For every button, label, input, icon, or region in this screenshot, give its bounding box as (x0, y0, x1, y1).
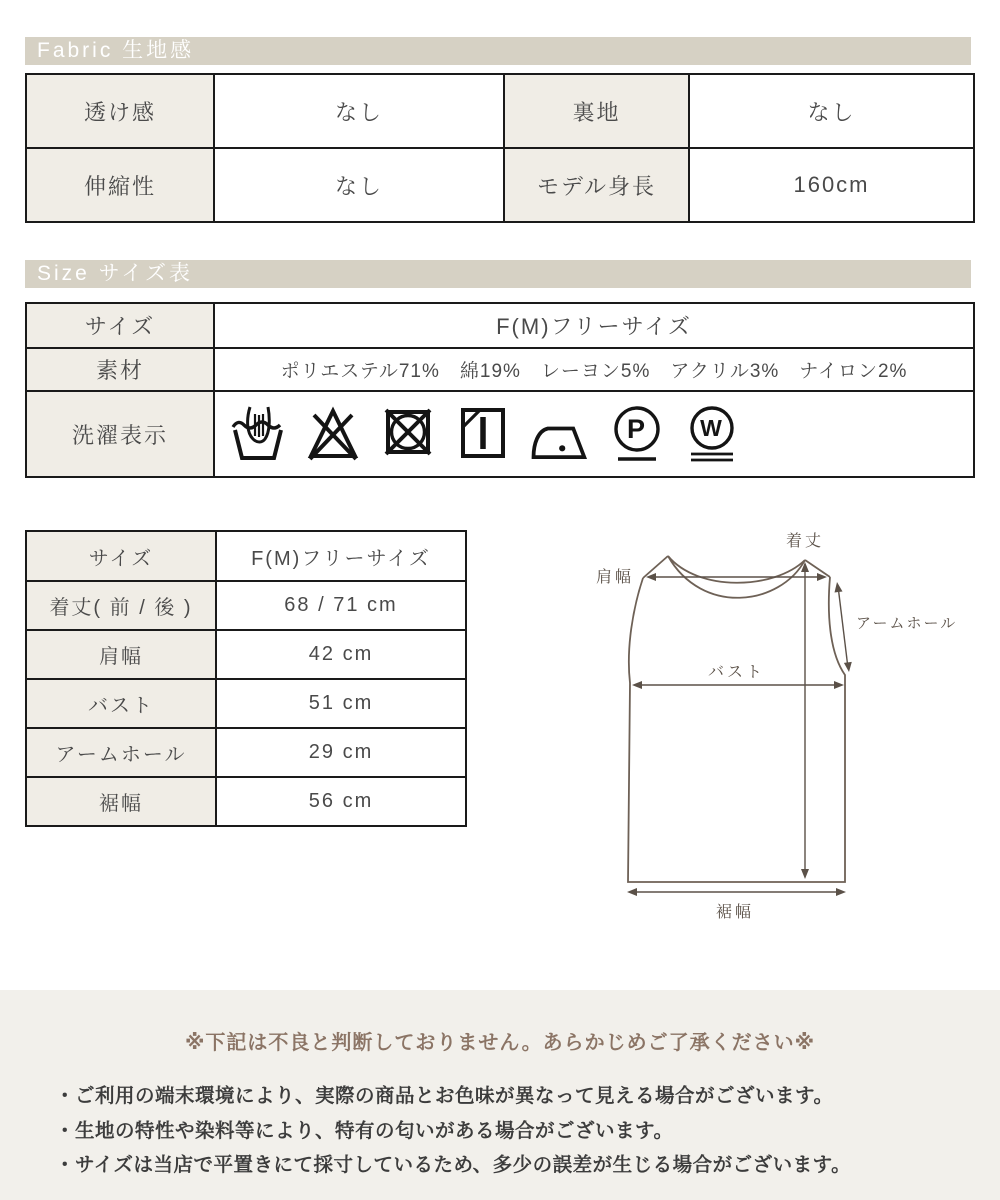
diagram-bust-label: バスト (708, 664, 766, 681)
care-label: 洗濯表示 (26, 391, 214, 477)
diagram-shoulder-width-label: 肩幅 (596, 569, 635, 586)
stretch-value: なし (214, 148, 504, 222)
sheerness-value: なし (214, 74, 504, 148)
length-label: 着丈( 前 / 後 ) (26, 581, 216, 630)
diagram-armhole-label: アームホール (856, 615, 958, 632)
table-row (26, 391, 974, 477)
measure-size-label: サイズ (26, 531, 216, 581)
iron-low-heat-icon (529, 402, 591, 466)
size-label: サイズ (26, 303, 214, 348)
size-info-table (25, 302, 975, 478)
table-row (26, 531, 466, 581)
table-row (26, 679, 466, 728)
armhole-label: アームホール (26, 728, 216, 777)
length-value: 68 / 71 cm (216, 581, 466, 630)
bust-value: 51 cm (216, 679, 466, 728)
stretch-label: 伸縮性 (26, 148, 214, 222)
dry-clean-P-icon (608, 402, 666, 466)
table-row (26, 74, 974, 148)
size-section-header: Size サイズ表 (25, 260, 971, 288)
disclaimer-item: ・サイズは当店で平置きにて採寸しているため、多少の誤差が生じる場合がございます。 (55, 1154, 852, 1176)
fabric-table (25, 73, 975, 223)
dry-clean-letter: P (626, 414, 648, 444)
table-row (26, 777, 466, 826)
bust-label: バスト (26, 679, 216, 728)
diagram-length-label: 着丈 (786, 533, 825, 550)
disclaimer-section (0, 990, 1000, 1200)
table-row (26, 303, 974, 348)
material-value: ポリエステル71% 綿19% レーヨン5% アクリル3% ナイロン2% (214, 348, 974, 391)
care-symbols (215, 402, 973, 466)
garment-diagram (560, 520, 1000, 940)
armhole-arrow (838, 586, 848, 668)
hem-width-value: 56 cm (216, 777, 466, 826)
fabric-section-header: Fabric 生地感 (25, 37, 971, 65)
do-not-bleach-icon (304, 402, 362, 466)
lining-value: なし (689, 74, 974, 148)
table-row (26, 348, 974, 391)
measurements-table (25, 530, 467, 827)
table-row (26, 630, 466, 679)
size-value: F(M)フリーサイズ (214, 303, 974, 348)
shoulder-width-value: 42 cm (216, 630, 466, 679)
wet-clean-letter: W (700, 415, 724, 441)
do-not-tumble-dry-icon (379, 402, 437, 466)
hand-wash-icon (229, 402, 287, 466)
material-label: 素材 (26, 348, 214, 391)
model-height-value: 160cm (689, 148, 974, 222)
measure-size-value: F(M)フリーサイズ (216, 531, 466, 581)
table-row (26, 728, 466, 777)
lining-label: 裏地 (504, 74, 689, 148)
model-height-label: モデル身長 (504, 148, 689, 222)
shoulder-width-label: 肩幅 (26, 630, 216, 679)
measurement-arrows (627, 562, 852, 896)
armhole-value: 29 cm (216, 728, 466, 777)
wet-clean-W-icon (683, 402, 741, 466)
disclaimer-title: ※下記は不良と判断しておりません。あらかじめご了承ください※ (184, 1032, 816, 1054)
sheerness-label: 透け感 (26, 74, 214, 148)
table-row (26, 148, 974, 222)
line-dry-in-shade-icon (454, 402, 512, 466)
disclaimer-item: ・生地の特性や染料等により、特有の匂いがある場合がございます。 (55, 1119, 674, 1142)
table-row (26, 581, 466, 630)
hem-width-label: 裾幅 (26, 777, 216, 826)
disclaimer-item: ・ご利用の端末環境により、実際の商品とお色味が異なって見える場合がございます。 (55, 1085, 834, 1107)
diagram-hem-width-label: 裾幅 (716, 904, 755, 921)
care-symbols-cell (214, 391, 974, 477)
